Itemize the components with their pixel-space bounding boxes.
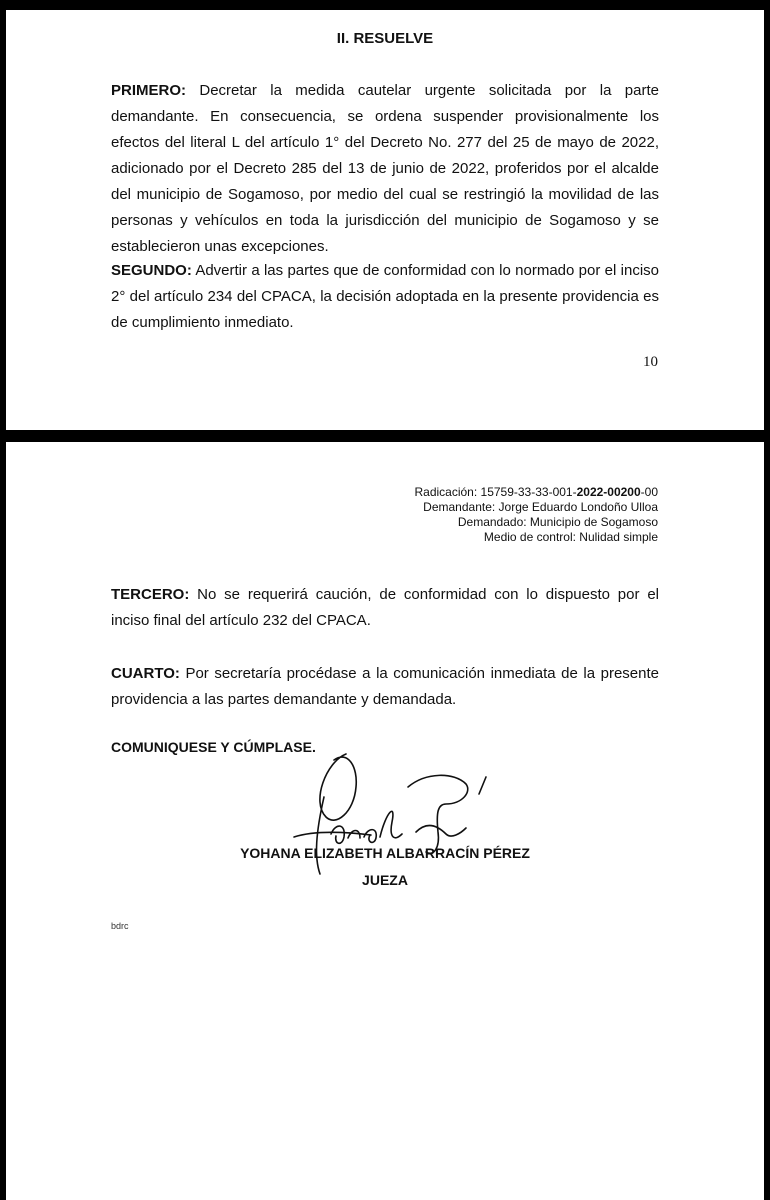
- demandante-line: Demandante: Jorge Eduardo Londoño Ulloa: [423, 500, 658, 514]
- signer-name: YOHANA ELIZABETH ALBARRACÍN PÉREZ: [240, 845, 530, 861]
- document-page-10: [6, 10, 764, 430]
- cuarto-paragraph: [111, 661, 659, 713]
- cuarto-text: Por secretaría procédase a la comunicación inmediata de la presente providencia a las partes demandante y demandada.: [111, 665, 659, 708]
- page-number: 10: [643, 354, 658, 370]
- document-page-11: [6, 442, 764, 1200]
- radicacion-suffix: -00: [640, 485, 658, 499]
- cuarto-label: CUARTO:: [111, 665, 180, 682]
- radicacion-line: [414, 485, 658, 500]
- closing-statement: COMUNIQUESE Y CÚMPLASE.: [111, 739, 316, 755]
- segundo-paragraph: [111, 258, 659, 336]
- case-metadata: [414, 485, 658, 545]
- tercero-label: TERCERO:: [111, 586, 190, 603]
- radicacion-number: 2022-00200: [576, 485, 641, 499]
- tercero-text: No se requerirá caución, de conformidad con lo dispuesto por el inciso final del artículo 232 del CPACA.: [111, 586, 659, 629]
- typist-initials: bdrc: [111, 921, 129, 931]
- section-heading: II. RESUELVE: [336, 30, 434, 47]
- radicacion-prefix: Radicación: 15759-33-33-001-: [414, 485, 577, 499]
- primero-text: Decretar la medida cautelar urgente solicitada por la parte demandante. En consecuencia, se ordena suspender provisionalmente los efectos del literal L del artículo 1° del Decreto No. 277 del 25 de mayo de 2022, adicionado por el Decreto 285 del 13 de junio de 2022, proferidos por el alcalde del municipio de Sogamoso, por medio del cual se restringió la movilidad de las personas y vehículos en toda la jurisdicción del municipio de Sogamoso y se establecieron unas excepciones.: [111, 82, 659, 255]
- demandado-line: Demandado: Municipio de Sogamoso: [457, 515, 658, 529]
- handwritten-signature: [276, 742, 506, 882]
- signer-title: JUEZA: [362, 872, 408, 888]
- primero-label: PRIMERO:: [111, 82, 186, 99]
- tercero-paragraph: [111, 582, 659, 634]
- primero-paragraph: [111, 78, 659, 260]
- medio-control-line: Medio de control: Nulidad simple: [483, 530, 658, 544]
- segundo-label: SEGUNDO:: [111, 262, 192, 279]
- segundo-text: Advertir a las partes que de conformidad con lo normado por el inciso 2° del artículo 234 del CPACA, la decisión adoptada en la presente providencia es de cumplimiento inmediato.: [111, 262, 659, 331]
